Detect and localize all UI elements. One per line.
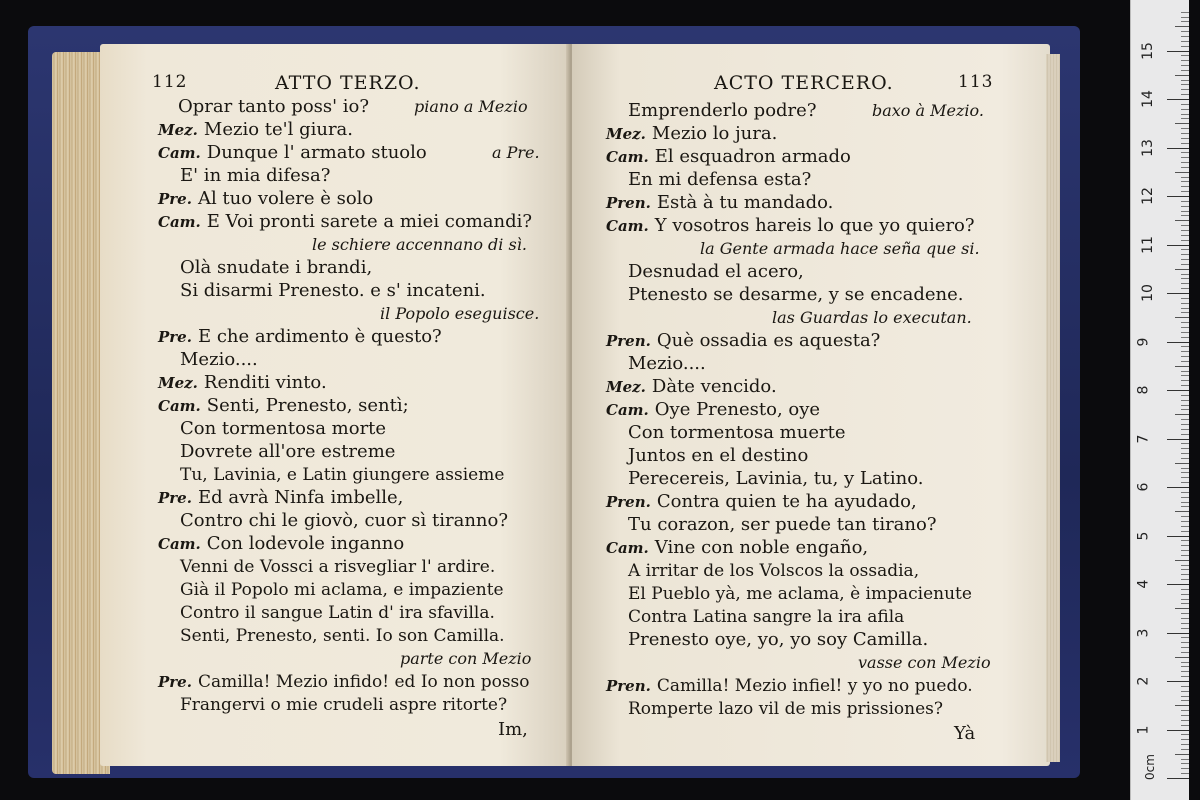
ruler-number: 5 [1135, 531, 1152, 540]
ruler-tick [1181, 734, 1189, 735]
ruler-tick [1181, 167, 1189, 168]
left-page-number: 112 [152, 72, 188, 92]
ruler-tick [1181, 623, 1189, 624]
text-line: Mez. Dàte vencido. [606, 376, 777, 397]
ruler-tick [1181, 337, 1189, 338]
ruler-tick [1181, 94, 1189, 95]
ruler-number: 10 [1139, 284, 1156, 302]
stage-direction: il Popolo eseguisce. [380, 304, 540, 323]
ruler-tick [1181, 647, 1189, 648]
ruler-tick [1181, 458, 1189, 459]
text-line: Olà snudate i brandi, [180, 257, 373, 278]
text-line: Juntos en el destino [628, 445, 809, 466]
ruler-tick [1181, 332, 1189, 333]
ruler-tick [1181, 65, 1189, 66]
ruler-tick [1181, 303, 1189, 304]
ruler-tick [1181, 104, 1189, 105]
ruler-tick [1181, 555, 1189, 556]
ruler-tick [1181, 744, 1189, 745]
ruler-tick [1175, 366, 1189, 367]
ruler-tick [1167, 390, 1189, 391]
ruler-tick [1175, 317, 1189, 318]
ruler-tick [1167, 196, 1189, 197]
ruler-tick [1181, 637, 1189, 638]
ruler-tick [1181, 700, 1189, 701]
ruler-tick [1181, 361, 1189, 362]
right-page-edges [1046, 54, 1060, 762]
stage-direction: vasse con Mezio [858, 653, 991, 672]
text-line: Pre. Ed avrà Ninfa imbelle, [158, 487, 404, 508]
ruler-tick [1181, 429, 1189, 430]
ruler-tick [1181, 574, 1189, 575]
ruler-tick [1181, 322, 1189, 323]
ruler-tick [1167, 584, 1189, 585]
text-line: Pre. Camilla! Mezio infido! ed Io non posso [158, 672, 530, 692]
text-line: Pren. Què ossadia es aquesta? [606, 330, 881, 351]
ruler-tick [1181, 691, 1189, 692]
ruler-tick [1181, 710, 1189, 711]
left-page [100, 44, 570, 766]
stage-direction: le schiere accennano di sì. [312, 235, 527, 254]
ruler-tick [1175, 172, 1189, 173]
ruler-tick [1181, 133, 1189, 134]
text-line: Perecereis, Lavinia, tu, y Latino. [628, 468, 924, 489]
ruler-tick [1181, 749, 1189, 750]
ruler-tick [1181, 201, 1189, 202]
text-line: Cam. Senti, Prenesto, sentì; [158, 395, 409, 416]
stage-direction: piano a Mezio [414, 97, 528, 116]
ruler-tick [1167, 99, 1189, 100]
ruler-tick [1181, 211, 1189, 212]
ruler-tick [1181, 472, 1189, 473]
ruler-tick [1175, 463, 1189, 464]
ruler-tick [1181, 264, 1189, 265]
ruler-tick [1181, 773, 1189, 774]
ruler-tick [1175, 608, 1189, 609]
text-line: Mez. Mezio lo jura. [606, 123, 778, 144]
ruler-tick [1181, 676, 1189, 677]
ruler-tick [1181, 249, 1189, 250]
ruler-number: 7 [1135, 434, 1152, 443]
ruler-tick [1181, 477, 1189, 478]
ruler-number: 4 [1135, 579, 1152, 589]
ruler-tick [1181, 177, 1189, 178]
measurement-ruler [1130, 0, 1189, 800]
ruler-tick [1181, 569, 1189, 570]
ruler-tick [1175, 657, 1189, 658]
ruler-tick [1181, 181, 1189, 182]
text-line: Pre. E che ardimento è questo? [158, 326, 442, 347]
ruler-tick [1181, 666, 1189, 667]
ruler-tick [1181, 453, 1189, 454]
ruler-tick [1181, 191, 1189, 192]
ruler-tick [1181, 346, 1189, 347]
ruler-tick [1181, 215, 1189, 216]
ruler-tick [1181, 613, 1189, 614]
ruler-tick [1181, 31, 1189, 32]
text-line: Dovrete all'ore estreme [180, 441, 396, 462]
ruler-tick [1181, 143, 1189, 144]
ruler-tick [1181, 565, 1189, 566]
ruler-tick [1181, 720, 1189, 721]
ruler-tick [1181, 235, 1189, 236]
text-line: Romperte lazo vil de mis prissiones? [628, 699, 944, 719]
ruler-tick [1181, 419, 1189, 420]
ruler-tick [1181, 225, 1189, 226]
ruler-tick [1175, 754, 1189, 755]
ruler-tick [1181, 395, 1189, 396]
ruler-tick [1181, 70, 1189, 71]
text-line: Cam. Con lodevole inganno [158, 533, 405, 554]
text-line: Cam. Y vosotros hareis lo que yo quiero? [606, 215, 975, 236]
ruler-tick [1175, 511, 1189, 512]
text-line: Frangervi o mie crudeli aspre ritorte? [180, 695, 508, 715]
ruler-number: 15 [1139, 41, 1156, 60]
text-line: El Pueblo yà, me aclama, è impacienute [628, 584, 972, 604]
ruler-tick [1181, 424, 1189, 425]
ruler-tick [1181, 298, 1189, 299]
ruler-tick [1181, 540, 1189, 541]
ruler-tick [1181, 715, 1189, 716]
ruler-tick [1181, 36, 1189, 37]
text-line: Tu, Lavinia, e Latin giungere assieme [180, 465, 505, 485]
ruler-tick [1181, 671, 1189, 672]
ruler-tick [1181, 186, 1189, 187]
ruler-tick [1167, 439, 1189, 440]
text-line: Pren. Camilla! Mezio infiel! y yo no puedo. [606, 676, 973, 696]
ruler-tick [1175, 220, 1189, 221]
ruler-tick [1181, 327, 1189, 328]
text-line: Cam. Vine con noble engaño, [606, 537, 869, 558]
ruler-tick [1181, 618, 1189, 619]
ruler-tick [1167, 342, 1189, 343]
ruler-tick [1181, 763, 1189, 764]
stage-direction: baxo à Mezio. [872, 101, 984, 120]
ruler-tick [1181, 46, 1189, 47]
text-line: Cam. El esquadron armado [606, 146, 851, 167]
ruler-tick [1181, 628, 1189, 629]
ruler-tick [1167, 51, 1189, 52]
ruler-tick [1181, 550, 1189, 551]
text-line: Pren. Contra quien te ha ayudado, [606, 491, 917, 512]
ruler-tick [1181, 283, 1189, 284]
text-line: Emprenderlo podre? [628, 100, 817, 121]
text-line: Cam. E Voi pronti sarete a miei comandi? [158, 211, 533, 232]
catchword: Yà [954, 723, 976, 744]
text-line: Già il Popolo mi aclama, e impaziente [180, 580, 504, 600]
ruler-tick [1181, 502, 1189, 503]
ruler-tick [1181, 516, 1189, 517]
ruler-tick [1181, 138, 1189, 139]
ruler-tick [1181, 55, 1189, 56]
ruler-tick [1181, 351, 1189, 352]
ruler-tick [1167, 245, 1189, 246]
text-line: A irritar de los Volscos la ossadia, [628, 561, 920, 581]
ruler-tick [1181, 157, 1189, 158]
ruler-tick [1181, 128, 1189, 129]
left-page-header: ATTO TERZO. [275, 72, 421, 94]
ruler-tick [1175, 269, 1189, 270]
ruler-tick [1181, 60, 1189, 61]
ruler-tick [1181, 409, 1189, 410]
ruler-tick [1181, 206, 1189, 207]
ruler-tick [1181, 545, 1189, 546]
ruler-tick [1181, 12, 1189, 13]
ruler-tick [1181, 696, 1189, 697]
text-line: Ptenesto se desarme, y se encadene. [628, 284, 964, 305]
ruler-tick [1167, 536, 1189, 537]
ruler-tick [1181, 739, 1189, 740]
ruler-number: 9 [1135, 337, 1152, 346]
ruler-number: 3 [1135, 628, 1152, 637]
text-line: E' in mia difesa? [180, 165, 331, 186]
ruler-tick [1181, 603, 1189, 604]
ruler-tick [1181, 468, 1189, 469]
ruler-tick [1181, 254, 1189, 255]
ruler-number: 8 [1135, 385, 1152, 395]
ruler-tick [1181, 686, 1189, 687]
ruler-tick [1181, 371, 1189, 372]
ruler-tick [1181, 21, 1189, 22]
ruler-tick [1167, 293, 1189, 294]
text-line: Contra Latina sangre la ira afila [628, 607, 905, 627]
ruler-tick [1181, 497, 1189, 498]
ruler-number: 14 [1139, 90, 1156, 108]
right-page-number: 113 [958, 72, 994, 92]
ruler-tick [1181, 531, 1189, 532]
ruler-tick [1181, 589, 1189, 590]
ruler-tick [1167, 487, 1189, 488]
ruler-number: 6 [1135, 482, 1152, 492]
ruler-number: 2 [1135, 676, 1152, 686]
text-line: Mez. Mezio te'l giura. [158, 119, 354, 140]
text-line: Tu corazon, ser puede tan tirano? [628, 514, 937, 535]
ruler-number: 1 [1135, 725, 1152, 734]
ruler-tick [1181, 482, 1189, 483]
text-line: Senti, Prenesto, senti. Io son Camilla. [180, 626, 505, 646]
text-line: Contro chi le giovò, cuor sì tiranno? [180, 510, 508, 531]
ruler-tick [1181, 118, 1189, 119]
text-line: Pre. Al tuo volere è solo [158, 188, 374, 209]
text-line: Mezio.... [180, 349, 258, 370]
ruler-unit-label: 0cm [1142, 754, 1157, 780]
text-line: Si disarmi Prenesto. e s' incateni. [180, 280, 486, 301]
ruler-tick [1181, 308, 1189, 309]
ruler-tick [1181, 405, 1189, 406]
ruler-tick [1181, 162, 1189, 163]
text-line: Cam. Oye Prenesto, oye [606, 399, 821, 420]
ruler-tick [1181, 259, 1189, 260]
ruler-tick [1167, 778, 1189, 779]
ruler-tick [1181, 759, 1189, 760]
stage-direction: las Guardas lo executan. [772, 308, 972, 327]
ruler-tick [1181, 240, 1189, 241]
ruler-tick [1181, 526, 1189, 527]
ruler-tick [1181, 521, 1189, 522]
catchword: Im, [498, 719, 528, 740]
ruler-tick [1181, 114, 1189, 115]
text-line: Prenesto oye, yo, yo soy Camilla. [628, 629, 929, 650]
ruler-tick [1181, 599, 1189, 600]
text-line: Desnudad el acero, [628, 261, 804, 282]
ruler-number: 12 [1139, 187, 1156, 205]
text-line: Pren. Està à tu mandado. [606, 192, 834, 213]
text-line: Contro il sangue Latin d' ira sfavilla. [180, 603, 495, 623]
text-line: Oprar tanto poss' io? [178, 96, 370, 117]
ruler-tick [1181, 768, 1189, 769]
ruler-tick [1181, 288, 1189, 289]
ruler-tick [1181, 41, 1189, 42]
text-line: Cam. Dunque l' armato stuolo [158, 142, 427, 163]
text-line: Con tormentosa muerte [628, 422, 846, 443]
ruler-tick [1181, 109, 1189, 110]
ruler-tick [1181, 84, 1189, 85]
right-page [572, 44, 1050, 766]
ruler-number: 13 [1139, 138, 1156, 157]
ruler-tick [1181, 278, 1189, 279]
ruler-tick [1181, 400, 1189, 401]
ruler-tick [1167, 681, 1189, 682]
text-line: Venni de Vossci a risvegliar l' ardire. [180, 557, 496, 577]
ruler-tick [1181, 89, 1189, 90]
ruler-tick [1181, 385, 1189, 386]
ruler-tick [1181, 594, 1189, 595]
stage-direction: parte con Mezio [400, 649, 532, 668]
ruler-tick [1181, 17, 1189, 18]
ruler-tick [1181, 80, 1189, 81]
ruler-number: 11 [1139, 235, 1156, 254]
ruler-tick [1167, 148, 1189, 149]
ruler-tick [1181, 579, 1189, 580]
right-page-header: ACTO TERCERO. [714, 72, 894, 94]
ruler-tick [1181, 652, 1189, 653]
ruler-tick [1167, 730, 1189, 731]
ruler-tick [1175, 123, 1189, 124]
stage-direction: a Pre. [492, 143, 540, 162]
ruler-tick [1181, 356, 1189, 357]
ruler-tick [1181, 230, 1189, 231]
ruler-tick [1167, 633, 1189, 634]
ruler-tick [1181, 662, 1189, 663]
ruler-tick [1181, 375, 1189, 376]
ruler-tick [1181, 152, 1189, 153]
text-line: Mez. Renditi vinto. [158, 372, 327, 393]
ruler-tick [1181, 274, 1189, 275]
ruler-tick [1181, 642, 1189, 643]
ruler-tick [1181, 312, 1189, 313]
text-line: Con tormentosa morte [180, 418, 387, 439]
text-line: Mezio.... [628, 353, 706, 374]
ruler-tick [1181, 725, 1189, 726]
ruler-tick [1181, 492, 1189, 493]
ruler-tick [1175, 560, 1189, 561]
ruler-tick [1181, 380, 1189, 381]
ruler-tick [1181, 448, 1189, 449]
ruler-tick [1181, 443, 1189, 444]
ruler-tick [1175, 705, 1189, 706]
ruler-tick [1175, 75, 1189, 76]
stage-direction: la Gente armada hace seña que si. [700, 239, 980, 258]
ruler-tick [1181, 506, 1189, 507]
ruler-tick [1181, 434, 1189, 435]
text-line: En mi defensa esta? [628, 169, 812, 190]
ruler-tick [1175, 26, 1189, 27]
ruler-tick [1175, 414, 1189, 415]
